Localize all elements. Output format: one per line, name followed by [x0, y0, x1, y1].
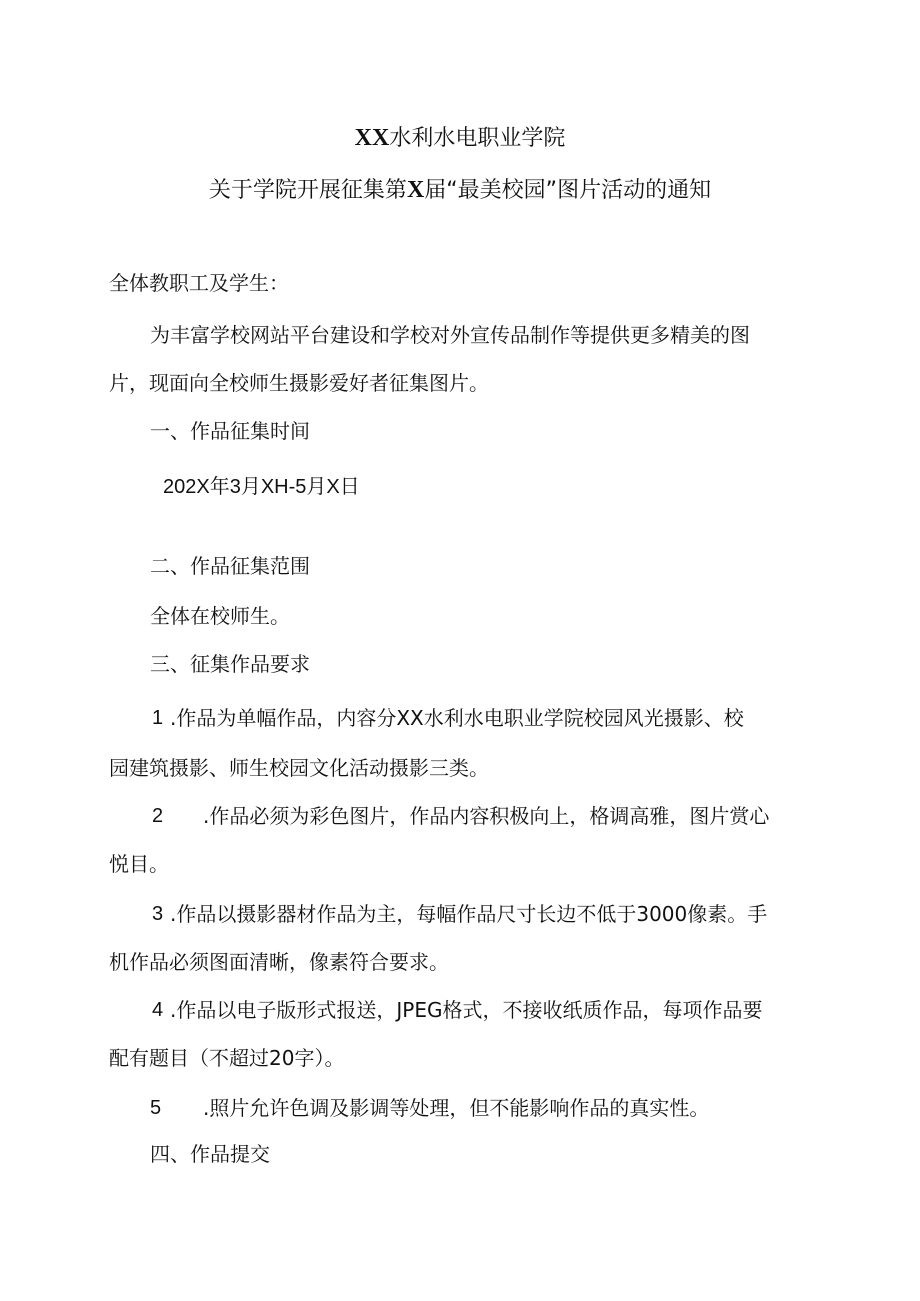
subtitle-part-b: 届“最美校园”图片活动的通知: [424, 178, 712, 203]
item-1-line-2: 园建筑摄影、师生校园文化活动摄影三类。: [109, 756, 489, 780]
item-3-line-1: .作品以摄影器材作品为主，每幅作品尺寸长边不低于3000像素。手: [170, 902, 768, 926]
item-4-line-2: 配有题目（不超过20字）。: [109, 1046, 345, 1070]
intro-line-1: 为丰富学校网站平台建设和学校对外宣传品制作等提供更多精美的图: [150, 323, 750, 347]
document-subtitle: [0, 176, 920, 205]
item-2-line-2: 悦目。: [109, 852, 169, 876]
item-2-line-1: .作品必须为彩色图片，作品内容积极向上，格调高雅，图片赏心: [203, 804, 770, 828]
scope-text: 全体在校师生。: [150, 604, 290, 628]
document-title: [0, 124, 920, 153]
subtitle-edition: X: [406, 177, 425, 203]
item-3-line-2: 机作品必须图面清晰，像素符合要求。: [109, 950, 449, 974]
item-4-line-1: .作品以电子版形式报送，JPEG格式，不接收纸质作品，每项作品要: [170, 998, 763, 1022]
section-heading-submission: 四、作品提交: [150, 1142, 270, 1166]
salutation: 全体教职工及学生：: [109, 271, 289, 295]
collection-date: 202X年3月XH-5月X日: [163, 476, 360, 498]
item-5-line-1: .照片允许色调及影调等处理，但不能影响作品的真实性。: [203, 1096, 710, 1120]
item-4-number: 4: [152, 999, 164, 1021]
item-1-line-1: .作品为单幅作品，内容分XX水利水电职业学院校园风光摄影、校: [170, 706, 744, 730]
title-prefix: XX: [354, 125, 390, 151]
item-1-number: 1: [152, 707, 164, 729]
section-heading-collection-period: 一、作品征集时间: [150, 419, 310, 443]
intro-line-2: 片，现面向全校师生摄影爱好者征集图片。: [109, 371, 489, 395]
item-2-number: 2: [152, 805, 164, 827]
title-institution: 水利水电职业学院: [389, 126, 566, 151]
section-heading-requirements: 三、征集作品要求: [150, 652, 310, 676]
item-3-number: 3: [152, 903, 164, 925]
item-5-number: 5: [150, 1097, 162, 1119]
section-heading-scope: 二、作品征集范围: [150, 554, 310, 578]
subtitle-part-a: 关于学院开展征集第: [208, 178, 407, 203]
